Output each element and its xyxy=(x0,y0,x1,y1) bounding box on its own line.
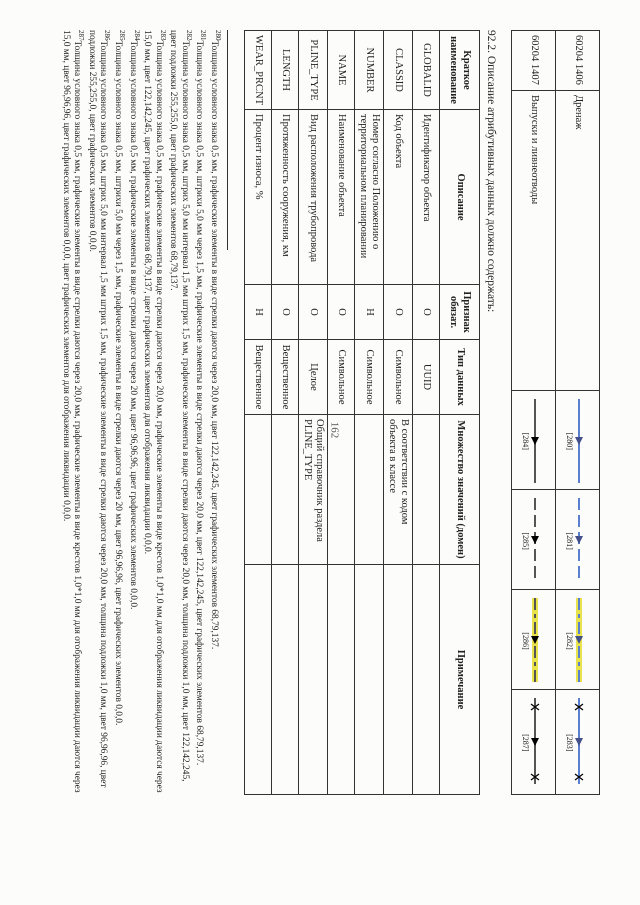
cell-description: Вид расположения трубопровода xyxy=(298,110,327,285)
footnote-ref: [283] xyxy=(565,734,575,752)
footnote: $^{280}$Толщина условного знака 0,5 мм, графические элементы в виде стрелки даются через 20,0 мм, цвет 122,142,245, цвет графических элементов 68,79,137. xyxy=(208,30,222,650)
cell-description: Номер согласно Положению о территориальном планировании xyxy=(354,110,383,285)
footnote: $^{283}$Толщина условного знака 0,5 мм, графические элементы в виде стрелки даются через 20,0 мм, графические элементы в виде крестов 1,0*1,0 мм для отображения ликвидации даются через 15,0 мм, цвет 122,142,245, цвет графических элементов 68,79,137, цвет графических элементов для отображения ликвидации 0,0,0. xyxy=(142,30,167,793)
footnote: $^{286}$Толщина условного знака 0,5 мм, штрих 5,0 мм интервал 1,5 мм штрих 1,5 мм, графические элементы в виде стрелки даются через 20,0 мм, толщина подложки 1,0 мм, цвет 96,96,96, цвет подложки 255,255,0, цвет графических элементов 0,0,0. xyxy=(86,30,112,788)
highlighted-dash-dot-line-symbol xyxy=(559,594,597,686)
cell-domain xyxy=(413,415,440,565)
header-data-type: Тип данных xyxy=(440,340,480,415)
table-row xyxy=(512,31,556,795)
cell-note xyxy=(298,565,327,795)
cell-note xyxy=(271,565,298,795)
table-row xyxy=(244,31,271,795)
footnote-ref: [287] xyxy=(521,734,531,752)
footnote-separator xyxy=(227,30,228,250)
cell-short-name: NAME xyxy=(327,31,354,110)
cell-required: О xyxy=(271,285,298,340)
footnote-ref: [282] xyxy=(565,632,575,650)
table-row xyxy=(556,31,600,795)
cell-required: О xyxy=(413,285,440,340)
cell-short-name: WEAR_PRCNT xyxy=(244,31,271,110)
footnote-ref: [286] xyxy=(521,632,531,650)
footnote: $^{281}$Толщина условного знака 0,5 мм, штрихи 5,0 мм через 1,5 мм, графические элементы в виде стрелки даются через 20,0 мм, цвет 122,142,245, цвет графических элементов 68,79,137. xyxy=(194,30,208,766)
cell-short-name: NUMBER xyxy=(354,31,383,110)
cell-data-type: Вещественное xyxy=(244,340,271,415)
solid-gray-line-symbol xyxy=(515,395,553,487)
table-header-row xyxy=(440,31,480,795)
footnote: $^{284}$Толщина условного знака 0,5 мм, графические элементы в виде стрелки даются через 20 мм, цвет 96,96,96, цвет графических элементов 0,0,0. xyxy=(127,30,141,610)
cell-domain xyxy=(244,415,271,565)
dashed-blue-line-symbol xyxy=(559,494,597,586)
cell-short-name: LENGTH xyxy=(271,31,298,110)
page-number: 162 xyxy=(328,421,341,439)
header-required: Признак обязат. xyxy=(440,285,480,340)
cell-data-type: Символьное xyxy=(354,340,383,415)
cell-required: Н xyxy=(244,285,271,340)
table-row xyxy=(413,31,440,795)
cell-short-name: PLINE_TYPE xyxy=(298,31,327,110)
rotated-content xyxy=(40,30,600,810)
cell-data-type: Символьное xyxy=(327,340,354,415)
cell-data-type: Целое xyxy=(298,340,327,415)
table-row xyxy=(271,31,298,795)
footnote-ref: [281] xyxy=(565,532,575,550)
symbol-cell xyxy=(556,590,600,690)
cell-description: Идентификатор объекта xyxy=(413,110,440,285)
header-note: Примечание xyxy=(440,565,480,795)
footnote-ref: [280] xyxy=(565,432,575,450)
cell-domain xyxy=(327,415,354,565)
solid-blue-line-symbol xyxy=(559,395,597,487)
table-row xyxy=(383,31,412,795)
cell-description: Код объекта xyxy=(383,110,412,285)
footnote-ref: [285] xyxy=(521,532,531,550)
cell-description: Процент износа, % xyxy=(244,110,271,285)
table-row xyxy=(327,31,354,795)
symbol-cell xyxy=(512,390,556,490)
symbol-cell xyxy=(512,490,556,590)
cell-domain: Общий справочник раздела PLINE_TYPE xyxy=(298,415,327,565)
table-row xyxy=(298,31,327,795)
cell-domain: В соответствии с кодом объекта в классе xyxy=(383,415,412,565)
dashed-gray-line-symbol xyxy=(515,494,553,586)
cell-note xyxy=(244,565,271,795)
cell-note xyxy=(354,565,383,795)
header-description: Описание xyxy=(440,110,480,285)
highlighted-gray-line-symbol xyxy=(515,594,553,686)
object-name: Выпуски и ливнеотводы xyxy=(512,90,556,390)
cell-data-type: Символьное xyxy=(383,340,412,415)
footnote: $^{287}$Толщина условного знака 0,5 мм, графические элементы в виде стрелки даются через 20,0 мм, графические элементы в виде крестов 1,0*1,0 мм для отображения ликвидации даются через 15,0 мм, цвет 96,96,96, цвет графических элементов 0,0,0, цвет графических элементов для отображения ликвидации 0,0,0. xyxy=(60,30,86,793)
liquidated-blue-line-symbol xyxy=(559,694,597,790)
symbol-cell xyxy=(512,590,556,690)
symbol-cell xyxy=(512,690,556,795)
cell-note xyxy=(383,565,412,795)
cell-note xyxy=(413,565,440,795)
footnote-ref: [284] xyxy=(521,432,531,450)
liquidated-gray-line-symbol xyxy=(515,694,553,790)
symbols-table xyxy=(511,30,600,795)
footnote: $^{285}$Толщина условного знака 0,5 мм, штрихи 5,0 мм через 1,5 мм, графические элементы в виде стрелки даются через 20 мм, цвет 96,96,96, цвет графических элементов 0,0,0. xyxy=(112,30,127,726)
cell-domain xyxy=(354,415,383,565)
object-code: 60204 1406 xyxy=(556,31,600,91)
attributes-table xyxy=(244,30,480,795)
symbol-cell xyxy=(556,690,600,795)
cell-required: О xyxy=(383,285,412,340)
header-short-name: Краткое наименование xyxy=(440,31,480,110)
cell-short-name: GLOBALID xyxy=(413,31,440,110)
table-row xyxy=(354,31,383,795)
object-name: Дренаж xyxy=(556,90,600,390)
cell-required: О xyxy=(327,285,354,340)
symbol-cell xyxy=(556,490,600,590)
symbol-cell xyxy=(556,390,600,490)
cell-required: Н xyxy=(354,285,383,340)
cell-domain xyxy=(271,415,298,565)
cell-data-type: Вещественное xyxy=(271,340,298,415)
cell-short-name: CLASSID xyxy=(383,31,412,110)
cell-description: Наименование объекта xyxy=(327,110,354,285)
cell-data-type: UUID xyxy=(413,340,440,415)
cell-note xyxy=(327,565,354,795)
object-code: 60204 1407 xyxy=(512,31,556,91)
footnotes xyxy=(59,30,222,800)
footnote: $^{282}$Толщина условного знака 0,5 мм, штрих 5,0 мм интервал 1,5 мм штрих 1,5 мм, графические элементы в виде стрелки даются через 20,0 мм, толщина подложки 1,0 мм, цвет 122,142,245, цвет подложки 255,255,0, цвет графических элементов 68,79,137. xyxy=(168,30,193,782)
header-domain: Множество значений (домен) xyxy=(440,415,480,565)
cell-description: Протяженность сооружения, км xyxy=(271,110,298,285)
section-caption: 92.2. Описание атрибутивных данных должно содержать: xyxy=(485,30,497,313)
cell-required: О xyxy=(298,285,327,340)
